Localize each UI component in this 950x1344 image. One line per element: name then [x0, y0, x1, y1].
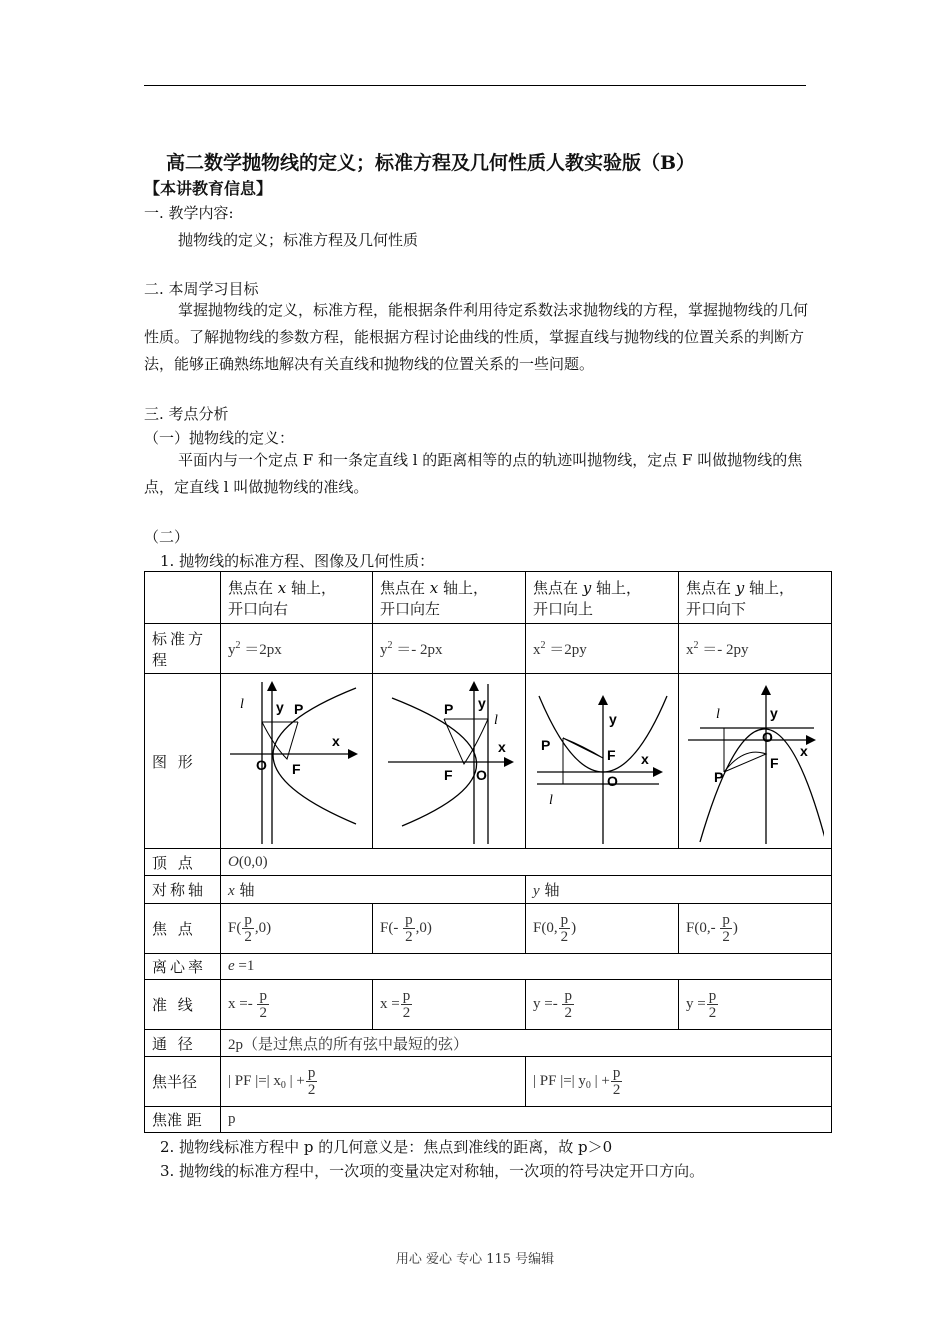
graph-label-f: F [444, 767, 453, 783]
graph-label-f: F [770, 755, 779, 771]
table-cell: 焦点在 y 轴上， 开口向上 [526, 572, 679, 624]
row-label: 图 形 [145, 674, 221, 849]
table-row [145, 1057, 832, 1107]
graph-open-left [380, 676, 518, 846]
s1-body: 抛物线的定义；标准方程及几何性质 [178, 231, 419, 249]
focal-radius-value: | PF |=| $x_0$ | + $\frac{p}{2}$ [221, 1057, 526, 1107]
graph-label-o: O [476, 767, 487, 783]
row-label: 准 线 [145, 980, 221, 1030]
s2-heading: 二. 本周学习目标 [144, 280, 259, 298]
directrix-value: y =- $\frac{p}{2}$ [526, 980, 679, 1030]
table-row [145, 849, 832, 876]
s3-body: 平面内与一个定点 F 和一条定直线 l 的距离相等的点的轨迹叫抛物线，定点 F 叫做抛物线的焦点，定直线 l 叫做抛物线的准线。 [144, 451, 803, 496]
table-cell [221, 674, 373, 849]
s3-heading: 三. 考点分析 [144, 405, 229, 423]
focal-radius-value: | PF |=| $y_0$ | + $\frac{p}{2}$ [526, 1057, 832, 1107]
graph-label-o: O [607, 773, 618, 789]
equation: $x^2 =2py$ [526, 624, 679, 674]
table-row [145, 1030, 832, 1057]
graph-label-p: P [714, 769, 724, 785]
table-cell [373, 674, 526, 849]
graph-label-o: O [255, 757, 267, 773]
row-label: 焦 点 [145, 904, 221, 954]
table-cell [526, 674, 679, 849]
graph-label-l: l [549, 793, 553, 808]
s3-sub2: （二） [144, 528, 190, 546]
table-row [145, 572, 832, 624]
graph-open-up [533, 676, 671, 846]
graph-label-x: x [331, 733, 340, 749]
table-row [145, 674, 832, 849]
graph-label-p: P [293, 701, 303, 717]
focus-value: F(0, $\frac{p}{2}$ ) [526, 904, 679, 954]
table-cell: 焦点在 y 轴上， 开口向下 [679, 572, 832, 624]
graph-label-x: x [498, 739, 506, 755]
graph-label-l: l [239, 697, 244, 712]
page-title: 高二数学抛物线的定义；标准方程及几何性质人教实验版（B） [166, 152, 696, 174]
parabola-properties-table [144, 571, 832, 1133]
graph-open-right [228, 676, 366, 846]
table-cell [145, 572, 221, 624]
graph-label-f: F [291, 761, 301, 777]
graph-label-x: x [641, 751, 649, 767]
s3-item1: 1. 抛物线的标准方程、图像及几何性质： [160, 552, 435, 570]
graph-label-y: y [609, 711, 617, 727]
graph-label-l: l [494, 713, 498, 728]
equation: $x^2 =- 2py$ [679, 624, 832, 674]
table-row [145, 980, 832, 1030]
focus-value: F(0,- $\frac{p}{2}$ ) [679, 904, 832, 954]
graph-label-o: O [762, 729, 773, 745]
eccentricity-value: e =1 [221, 954, 832, 980]
graph-label-x: x [800, 743, 808, 759]
row-label: 通 径 [145, 1030, 221, 1057]
graph-label-l: l [716, 707, 720, 722]
graph-label-f: F [607, 747, 616, 763]
graph-label-p: P [444, 701, 454, 717]
directrix-value: x =- $\frac{p}{2}$ [221, 980, 373, 1030]
axis-value: x 轴 [221, 876, 526, 904]
header-rule [144, 85, 806, 86]
page-footer: 用心 爱心 专心 115 号编辑 [395, 1252, 555, 1267]
row-label: 标准方程 [145, 624, 221, 674]
note-3: 3. 抛物线的标准方程中，一次项的变量决定对称轴，一次项的符号决定开口方向。 [160, 1162, 705, 1180]
row-label: 离心率 [145, 954, 221, 980]
vertex-value: O(0,0) [221, 849, 832, 876]
equation: $y^2 =- 2px$ [373, 624, 526, 674]
table-row [145, 954, 832, 980]
table-row [145, 624, 832, 674]
graph-label-y: y [478, 695, 486, 711]
section-bracket: 【本讲教育信息】 [144, 179, 273, 198]
graph-label-y: y [770, 705, 778, 721]
s1-heading: 一. 教学内容: [144, 204, 234, 222]
s3-sub1: （一）抛物线的定义： [144, 429, 295, 447]
table-cell: 焦点在 x 轴上， 开口向右 [221, 572, 373, 624]
table-row [145, 1107, 832, 1133]
graph-label-p: P [541, 737, 551, 753]
equation: $y^2 =2px$ [221, 624, 373, 674]
table-cell [679, 674, 832, 849]
directrix-value: x = $\frac{p}{2}$ [373, 980, 526, 1030]
axis-value: y 轴 [526, 876, 832, 904]
table-row [145, 876, 832, 904]
graph-open-down [686, 676, 824, 846]
table-row [145, 904, 832, 954]
row-label: 对称轴 [145, 876, 221, 904]
s2-body: 掌握抛物线的定义，标准方程，能根据条件利用待定系数法求抛物线的方程，掌握抛物线的几何性质。了解抛物线的参数方程，能根据方程讨论曲线的性质，掌握直线与抛物线的位置关系的判断方法，能够正确熟练地解决有关直线和抛物线的位置关系的一些问题。 [144, 301, 809, 373]
latus-rectum-value: 2p（是过焦点的所有弦中最短的弦） [221, 1030, 832, 1057]
note-2: 2. 抛物线标准方程中 p 的几何意义是：焦点到准线的距离，故 p＞0 [160, 1138, 613, 1156]
focus-value: F(- $\frac{p}{2}$ ,0) [373, 904, 526, 954]
table-cell: 焦点在 x 轴上， 开口向左 [373, 572, 526, 624]
focus-value: F( $\frac{p}{2}$ ,0) [221, 904, 373, 954]
row-label: 顶 点 [145, 849, 221, 876]
row-label: 焦准 距 [145, 1107, 221, 1133]
row-label: 焦半径 [145, 1057, 221, 1107]
focal-distance-value: p [221, 1107, 832, 1133]
graph-label-y: y [275, 699, 284, 715]
directrix-value: y = $\frac{p}{2}$ [679, 980, 832, 1030]
